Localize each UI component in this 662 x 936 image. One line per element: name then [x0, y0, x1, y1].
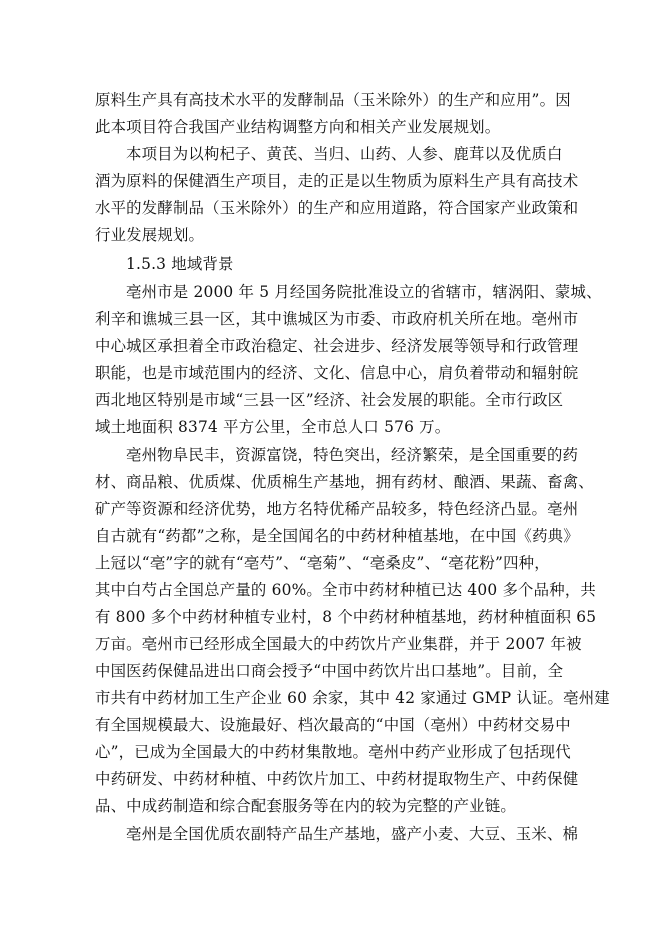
- text-line: 万亩。亳州市已经形成全国最大的中药饮片产业集群，并于 2007 年被: [95, 635, 582, 653]
- paragraph-first-line: 亳州市是 2000 年 5 月经国务院批准设立的省辖市，辖涡阳、蒙城、: [126, 283, 602, 301]
- text-line: 有全国规模最大、设施最好、档次最高的“中国（亳州）中药材交易中: [95, 716, 571, 734]
- text-line: 心”，已成为全国最大的中药材集散地。亳州中药产业形成了包括现代: [95, 743, 571, 761]
- text-line: 上冠以“亳”字的就有“亳芍”、“亳菊”、“亳桑皮”、“亳花粉”四种，: [95, 554, 550, 572]
- section-heading: 1.5.3 地域背景: [126, 255, 234, 273]
- text-line: 有 800 多个中药材种植专业村，8 个中药材种植基地，药材种植面积 65: [95, 608, 597, 626]
- text-line: 矿产等资源和经济优势，地方名特优稀产品较多，特色经济凸显。亳州: [95, 500, 579, 518]
- text-line: 酒为原料的保健酒生产项目，走的正是以生物质为原料生产具有高技术: [95, 172, 579, 190]
- text-line: 品、中成药制造和综合配套服务等在内的较为完整的产业链。: [95, 797, 516, 815]
- text-line: 行业发展规划。: [95, 226, 205, 244]
- text-line: 西北地区特别是市域“三县一区”经济、社会发展的职能。全市行政区: [95, 391, 564, 409]
- text-line: 其中白芍占全国总产量的 60%。全市中药材种植已达 400 多个品种，共: [95, 581, 597, 599]
- text-line: 此本项目符合我国产业结构调整方向和相关产业发展规划。: [95, 118, 501, 136]
- text-line: 中药研发、中药材种植、中药饮片加工、中药材提取物生产、中药保健: [95, 770, 579, 788]
- text-line: 利辛和谯城三县一区，其中谯城区为市委、市政府机关所在地。亳州市: [95, 310, 579, 328]
- text-line: 域土地面积 8374 平方公里，全市总人口 576 万。: [95, 418, 451, 436]
- text-line: 职能，也是市域范围内的经济、文化、信息中心，肩负着带动和辐射皖: [95, 364, 579, 382]
- text-line: 材、商品粮、优质煤、优质棉生产基地，拥有药材、酿酒、果蔬、畜禽、: [95, 473, 594, 491]
- text-line: 水平的发酵制品（玉米除外）的生产和应用道路，符合国家产业政策和: [95, 199, 579, 217]
- text-line: 中国医药保健品进出口商会授予“中国中药饮片出口基地”。目前，全: [95, 662, 564, 680]
- paragraph-first-line: 本项目为以枸杞子、黄芪、当归、山药、人参、鹿茸以及优质白: [126, 145, 563, 163]
- paragraph-first-line: 亳州是全国优质农副特产品生产基地，盛产小麦、大豆、玉米、棉: [126, 825, 579, 843]
- text-line: 中心城区承担着全市政治稳定、社会进步、经济发展等领导和行政管理: [95, 337, 579, 355]
- text-line: 原料生产具有高技术水平的发酵制品（玉米除外）的生产和应用”。因: [95, 91, 571, 109]
- text-line: 自古就有“药都”之称，是全国闻名的中药材种植基地，在中国《药典》: [95, 527, 579, 545]
- paragraph-first-line: 亳州物阜民丰，资源富饶，特色突出，经济繁荣，是全国重要的药: [126, 446, 579, 464]
- text-line: 市共有中药材加工生产企业 60 余家，其中 42 家通过 GMP 认证。亳州建: [95, 689, 610, 707]
